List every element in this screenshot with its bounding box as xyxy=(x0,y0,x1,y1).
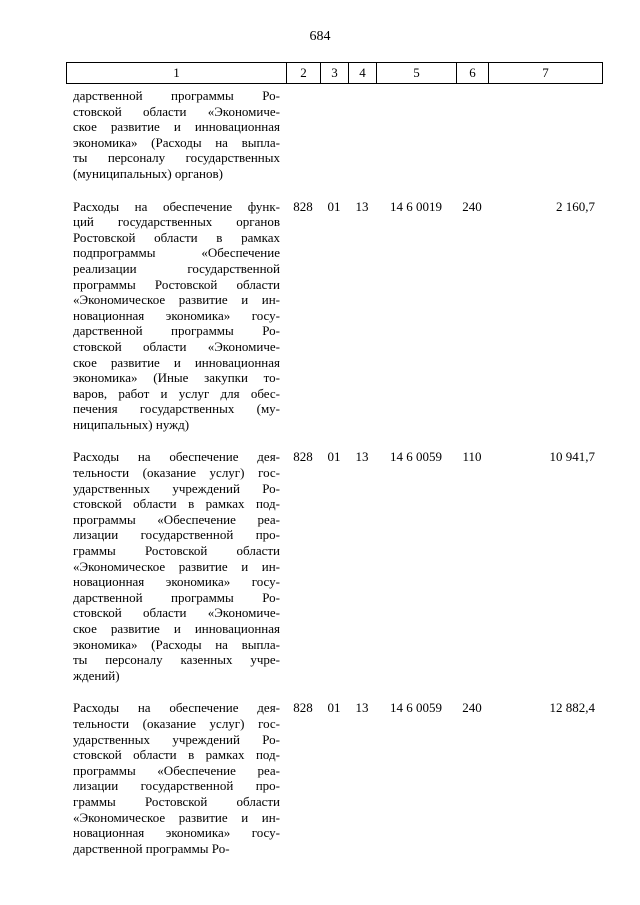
subsection-code: 13 xyxy=(355,449,369,465)
subsection-code: 13 xyxy=(355,198,369,214)
description-line: реализации государственной xyxy=(73,260,280,276)
description-line: программы «Обеспечение реа- xyxy=(73,762,280,778)
description-line: Расходы на обеспечение дея- xyxy=(73,700,280,716)
expense-description xyxy=(66,88,286,182)
target-article-code: 14 6 0059 xyxy=(390,700,442,716)
description-line: новационная экономика» госу- xyxy=(73,307,280,323)
description-line: «Экономическое развитие и ин- xyxy=(73,292,280,308)
column-header-3: 3 xyxy=(320,63,348,83)
description-line: программы Ростовской области xyxy=(73,276,280,292)
description-line: ское развитие и инновационная xyxy=(73,354,280,370)
description-line: Ростовской области в рамках xyxy=(73,229,280,245)
description-line: граммы Ростовской области xyxy=(73,543,280,559)
ministry-code: 828 xyxy=(293,700,313,716)
target-article-code xyxy=(376,88,456,182)
column-header-2: 2 xyxy=(286,63,320,83)
description-line: (муниципальных) органов) xyxy=(73,165,223,181)
description-line: стовской области «Экономиче- xyxy=(73,605,280,621)
description-line: ций государственных органов xyxy=(73,214,280,230)
amount-value: 12 882,4 xyxy=(549,700,595,716)
description-line: ское развитие и инновационная xyxy=(73,621,280,636)
expense-type-code: 240 xyxy=(462,198,482,214)
target-article-code: 14 6 0019 xyxy=(390,198,442,214)
section-code: 01 xyxy=(327,700,341,716)
description-line: печения государственных (му- xyxy=(73,401,280,417)
table-header xyxy=(66,62,603,84)
table-row xyxy=(66,700,603,856)
expense-description xyxy=(66,449,286,683)
description-line: подпрограммы «Обеспечение xyxy=(73,245,280,261)
description-line: варов, работ и услуг для обес- xyxy=(73,385,280,401)
description-line: программы «Обеспечение реа- xyxy=(73,511,280,527)
page-number: 684 xyxy=(309,29,331,44)
description-line: новационная экономика» госу- xyxy=(73,825,280,841)
expense-type-code: 110 xyxy=(462,449,482,465)
table-row xyxy=(66,449,603,683)
description-line: ты персоналу государственных xyxy=(73,150,280,166)
expense-description xyxy=(66,199,286,433)
subsection-code xyxy=(348,88,376,182)
description-line: ское развитие и инновационная xyxy=(73,119,280,135)
description-line: Расходы на обеспечение функ- xyxy=(73,198,280,214)
description-line: ударственных учреждений Ро- xyxy=(73,480,280,496)
description-line: новационная экономика» госу- xyxy=(73,574,280,590)
section-code: 01 xyxy=(327,449,341,465)
ministry-code: 828 xyxy=(293,449,313,465)
table-row xyxy=(66,88,603,182)
description-line: лизации государственной про- xyxy=(73,527,280,543)
description-line: экономика» (Расходы на выпла- xyxy=(73,134,280,150)
subsection-code: 13 xyxy=(355,700,369,716)
description-line: стовской области «Экономиче- xyxy=(73,103,280,119)
amount-value: 2 160,7 xyxy=(556,198,595,214)
description-line: дарственной программы Ро- xyxy=(73,589,280,605)
description-line: дарственной программы Ро- xyxy=(73,323,280,339)
description-line: граммы Ростовской области xyxy=(73,793,280,809)
column-header-1: 1 xyxy=(66,63,286,83)
ministry-code xyxy=(286,88,320,182)
description-line: ждений) xyxy=(73,667,120,683)
description-line: Расходы на обеспечение дея- xyxy=(73,449,280,465)
description-line: дарственной программы Ро- xyxy=(73,88,280,103)
expense-type-code: 240 xyxy=(462,700,482,716)
description-line: тельности (оказание услуг) гос- xyxy=(73,715,280,731)
description-line: экономика» (Иные закупки то- xyxy=(73,370,280,386)
description-line: дарственной программы Ро- xyxy=(73,840,230,856)
table-body xyxy=(66,88,603,856)
description-line: ниципальных) нужд) xyxy=(73,416,190,432)
section-code: 01 xyxy=(327,198,341,214)
description-line: ударственных учреждений Ро- xyxy=(73,731,280,747)
expense-description xyxy=(66,700,286,856)
target-article-code: 14 6 0059 xyxy=(390,449,442,465)
description-line: «Экономическое развитие и ин- xyxy=(73,809,280,825)
amount-value: 10 941,7 xyxy=(549,449,595,465)
column-header-5: 5 xyxy=(376,63,456,83)
ministry-code: 828 xyxy=(293,198,313,214)
description-line: стовской области в рамках под- xyxy=(73,747,280,763)
column-header-7: 7 xyxy=(488,63,603,83)
expense-type-code xyxy=(456,88,488,182)
description-line: стовской области «Экономиче- xyxy=(73,338,280,354)
description-line: ты персоналу казенных учре- xyxy=(73,652,280,668)
section-code xyxy=(320,88,348,182)
description-line: лизации государственной про- xyxy=(73,778,280,794)
column-header-6: 6 xyxy=(456,63,488,83)
description-line: тельности (оказание услуг) гос- xyxy=(73,465,280,481)
description-line: стовской области в рамках под- xyxy=(73,496,280,512)
description-line: «Экономическое развитие и ин- xyxy=(73,558,280,574)
table-row xyxy=(66,199,603,433)
description-line: экономика» (Расходы на выпла- xyxy=(73,636,280,652)
column-header-4: 4 xyxy=(348,63,376,83)
amount-value xyxy=(488,88,603,182)
